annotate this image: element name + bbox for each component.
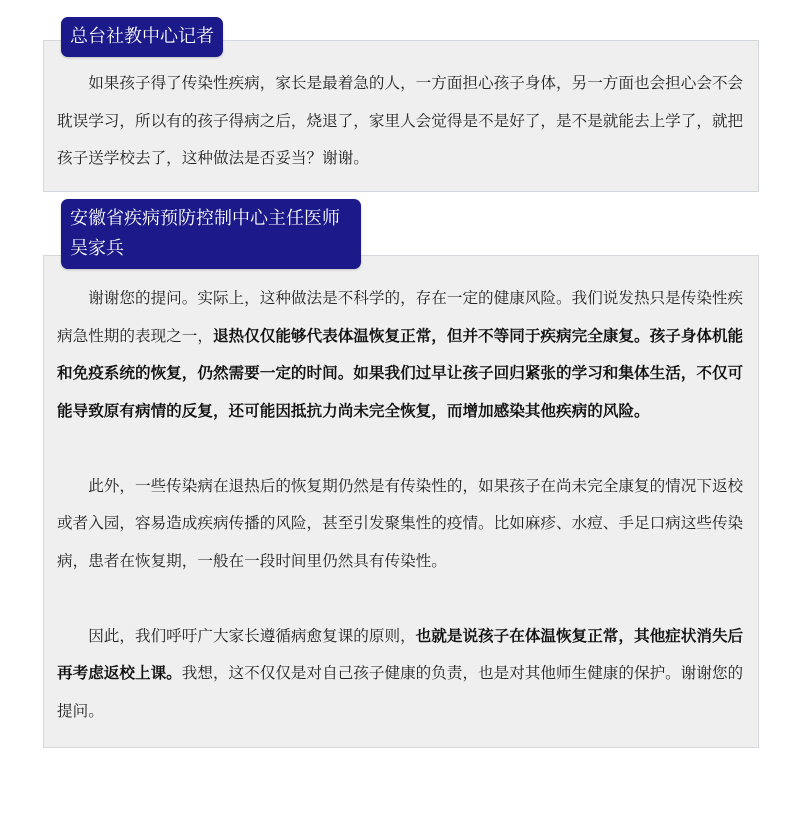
answer-text: 谢谢您的提问。实际上，这种做法是不科学的，存在一定的健康风险。我们说发热只是传染性疾病急性期的表现之一， xyxy=(57,289,744,345)
question-panel xyxy=(43,40,759,192)
answer-paragraph-1 xyxy=(57,280,745,430)
answer-text: 我想，这不仅仅是对自己孩子健康的负责，也是对其他师生健康的保护。谢谢您的提问。 xyxy=(57,664,744,720)
speaker-title: 安徽省疾病预防控制中心主任医师 xyxy=(70,208,340,229)
answer-text: 因此，我们呼吁广大家长遵循病愈复课的原则， xyxy=(88,626,416,645)
answer-emphasis: 也就是说孩子在体温恢复正常，其他症状消失后再考虑返校上课。 xyxy=(57,626,744,682)
answer-paragraph-2: 此外，一些传染病在退热后的恢复期仍然是有传染性的，如果孩子在尚未完全康复的情况下返校或者入园，容易造成疾病传播的风险，甚至引发聚集性的疫情。比如麻疹、水痘、手足口病这些传染病，患者在恢复期，一般在一段时间里仍然具有传染性。 xyxy=(57,476,744,570)
speaker-name: 吴家兵 xyxy=(70,238,124,259)
speaker-badge-reporter: 总台社教中心记者 xyxy=(61,17,223,57)
answer-emphasis: 退热仅仅能够代表体温恢复正常，但并不等同于疾病完全康复。孩子身体机能和免疫系统的恢复，仍然需要一定的时间。如果我们过早让孩子回归紧张的学习和集体生活，不仅可能导致原有病情的反复，还可能因抵抗力尚未完全恢复，而增加感染其他疾病的风险。 xyxy=(57,326,744,420)
answer-paragraph-3 xyxy=(57,618,745,731)
question-text: 如果孩子得了传染性疾病，家长是最着急的人，一方面担心孩子身体，另一方面也会担心会不会耽误学习，所以有的孩子得病之后，烧退了，家里人会觉得是不是好了，是不是就能去上学了，就把孩子送学校去了，这种做法是否妥当？谢谢。 xyxy=(57,74,744,167)
spacer xyxy=(57,580,745,618)
spacer xyxy=(57,430,745,468)
speaker-badge-expert xyxy=(61,199,361,269)
answer-panel xyxy=(43,255,759,748)
